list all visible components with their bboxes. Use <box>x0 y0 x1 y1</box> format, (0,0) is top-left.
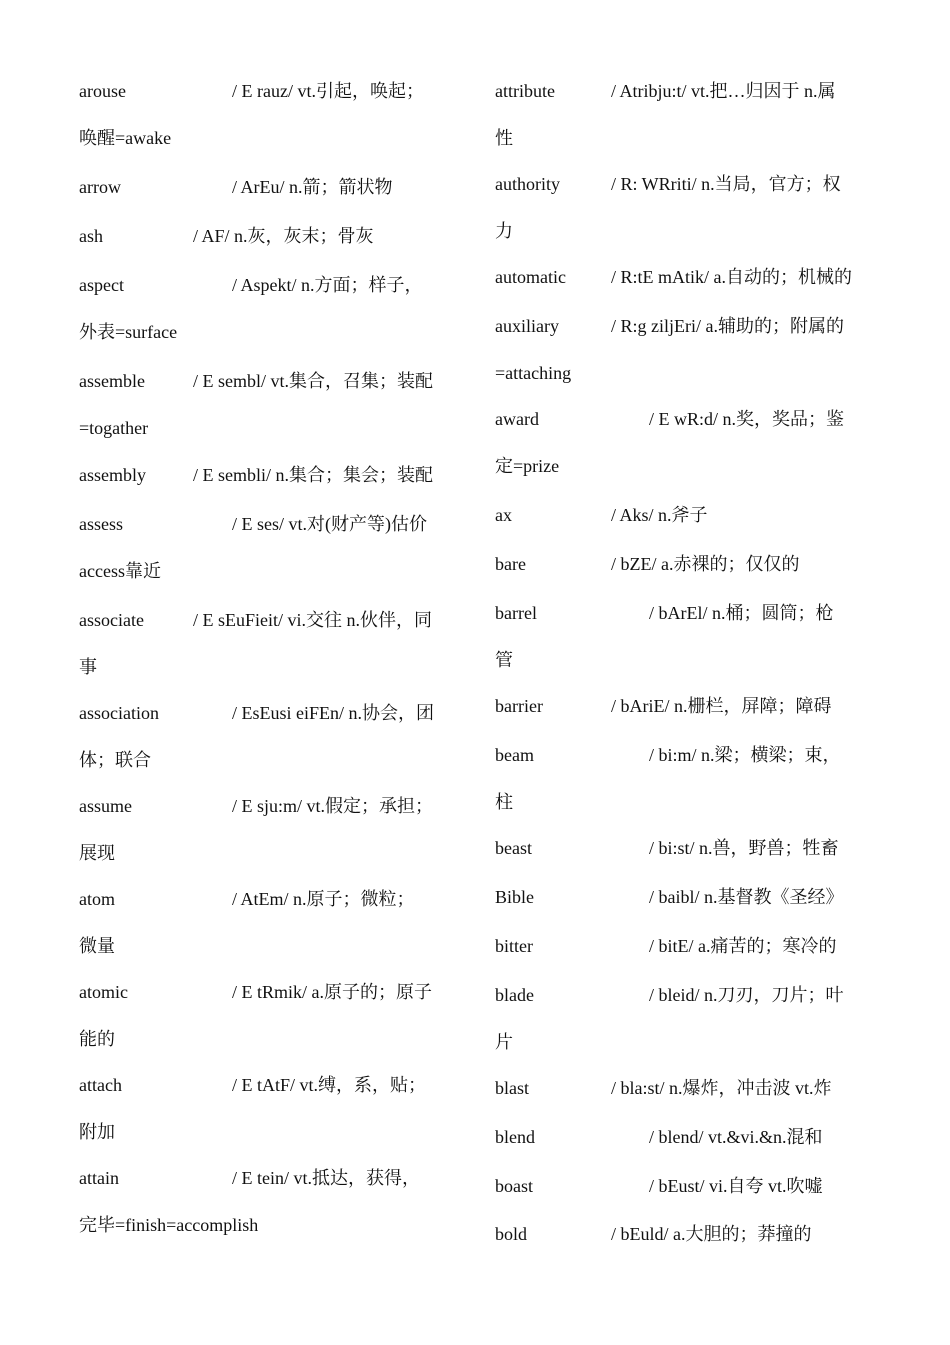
vocab-word: blast <box>495 1078 529 1098</box>
vocab-definition: / E sembli/ n.集合；集会；装配 <box>193 465 433 485</box>
vocab-word: assess <box>79 514 123 534</box>
vocab-word: attain <box>79 1168 119 1188</box>
vocab-definition: / ArEu/ n.箭；箭状物 <box>232 177 393 197</box>
vocab-definition: / bAriE/ n.栅栏，屏障；障碍 <box>611 696 832 716</box>
vocab-definition: / AF/ n.灰，灰末；骨灰 <box>193 226 374 246</box>
vocab-definition: / bArEl/ n.桶；圆筒；枪 <box>649 603 834 623</box>
vocab-definition: / Aspekt/ n.方面；样子， <box>232 275 423 295</box>
vocab-definition: / bEust/ vi.自夸 vt.吹嘘 <box>649 1176 823 1196</box>
vocab-definition: / E tRmik/ a.原子的；原子 <box>232 982 432 1002</box>
vocab-definition: / bitE/ a.痛苦的；寒冷的 <box>649 936 837 956</box>
vocab-definition-continuation: 体；联合 <box>79 750 151 770</box>
vocab-definition-continuation: 事 <box>79 657 97 677</box>
vocab-definition-continuation: 附加 <box>79 1122 115 1142</box>
vocab-word: association <box>79 703 159 723</box>
vocab-definition: / R: WRriti/ n.当局，官方；权 <box>611 174 841 194</box>
vocab-word: authority <box>495 174 560 194</box>
vocab-definition: / bleid/ n.刀刃，刀片；叶 <box>649 985 844 1005</box>
vocab-word: aspect <box>79 275 124 295</box>
vocab-definition: / AtEm/ n.原子；微粒； <box>232 889 415 909</box>
vocab-word: assume <box>79 796 132 816</box>
vocab-definition: / Atribju:t/ vt.把…归因于 n.属 <box>611 81 836 101</box>
vocab-definition-continuation: 能的 <box>79 1029 115 1049</box>
vocab-definition-continuation: 外表=surface <box>79 322 178 342</box>
vocab-definition: / E sembl/ vt.集合，召集；装配 <box>193 371 433 391</box>
vocab-word: barrel <box>495 603 537 623</box>
vocab-word: ash <box>79 226 103 246</box>
vocab-definition-continuation: 唤醒=awake <box>79 128 172 148</box>
vocab-word: Bible <box>495 887 534 907</box>
vocab-definition-continuation: =togather <box>79 418 149 438</box>
vocab-word: assembly <box>79 465 146 485</box>
vocab-definition-continuation: 展现 <box>79 843 115 863</box>
vocab-word: beam <box>495 745 534 765</box>
vocab-word: atomic <box>79 982 128 1002</box>
vocab-definition-continuation: 片 <box>495 1032 513 1052</box>
vocab-word: ax <box>495 505 512 525</box>
vocab-definition-continuation: 完毕=finish=accomplish <box>79 1215 259 1235</box>
vocab-word: bitter <box>495 936 533 956</box>
vocab-definition: / E ses/ vt.对(财产等)估价 <box>232 514 427 534</box>
vocab-word: attribute <box>495 81 555 101</box>
vocab-definition: / E sju:m/ vt.假定；承担； <box>232 796 434 816</box>
vocab-definition-continuation: 微量 <box>79 936 115 956</box>
vocab-word: arouse <box>79 81 126 101</box>
vocab-word: attach <box>79 1075 122 1095</box>
vocab-definition: / E sEuFieit/ vi.交往 n.伙伴，同 <box>193 610 433 630</box>
vocab-definition: / bla:st/ n.爆炸，冲击波 vt.炸 <box>611 1078 832 1098</box>
vocab-word: auxiliary <box>495 316 559 336</box>
vocab-word: assemble <box>79 371 145 391</box>
vocab-definition: / bi:m/ n.梁；横梁；束， <box>649 745 841 765</box>
vocab-definition: / E rauz/ vt.引起，唤起； <box>232 81 424 101</box>
vocab-definition: / E wR:d/ n.奖，奖品；鉴 <box>649 409 845 429</box>
vocab-definition: / Aks/ n.斧子 <box>611 505 708 525</box>
vocab-definition-continuation: 定=prize <box>495 456 560 476</box>
vocab-definition-continuation: =attaching <box>495 363 572 383</box>
vocab-word: blade <box>495 985 534 1005</box>
vocab-definition: / E tAtF/ vt.缚，系，贴； <box>232 1075 427 1095</box>
vocab-word: boast <box>495 1176 533 1196</box>
vocab-word: arrow <box>79 177 121 197</box>
vocab-word: associate <box>79 610 144 630</box>
vocab-definition-continuation: 力 <box>495 221 513 241</box>
vocab-definition: / blend/ vt.&vi.&n.混和 <box>649 1127 823 1147</box>
vocab-definition-continuation: 柱 <box>495 792 513 812</box>
vocab-word: beast <box>495 838 532 858</box>
vocab-word: automatic <box>495 267 566 287</box>
vocab-word: bold <box>495 1224 528 1244</box>
vocab-word: bare <box>495 554 526 574</box>
vocab-definition-continuation: 管 <box>495 650 513 670</box>
vocab-definition-continuation: access靠近 <box>79 561 161 581</box>
vocab-definition: / EsEusi eiFEn/ n.协会，团 <box>232 703 434 723</box>
vocab-definition: / R:g ziljEri/ a.辅助的；附属的 <box>611 316 844 336</box>
vocab-definition-continuation: 性 <box>495 128 513 148</box>
vocab-definition: / bi:st/ n.兽，野兽；牲畜 <box>649 838 839 858</box>
vocab-definition: / E tein/ vt.抵达，获得， <box>232 1168 420 1188</box>
vocab-definition: / R:tE mAtik/ a.自动的；机械的 <box>611 267 852 287</box>
vocab-word: atom <box>79 889 115 909</box>
vocab-word: barrier <box>495 696 543 716</box>
vocab-definition: / bZE/ a.赤裸的；仅仅的 <box>611 554 800 574</box>
vocab-definition: / baibl/ n.基督教《圣经》 <box>649 887 844 907</box>
vocab-word: award <box>495 409 539 429</box>
vocab-definition: / bEuld/ a.大胆的；莽撞的 <box>611 1224 812 1244</box>
vocab-word: blend <box>495 1127 535 1147</box>
